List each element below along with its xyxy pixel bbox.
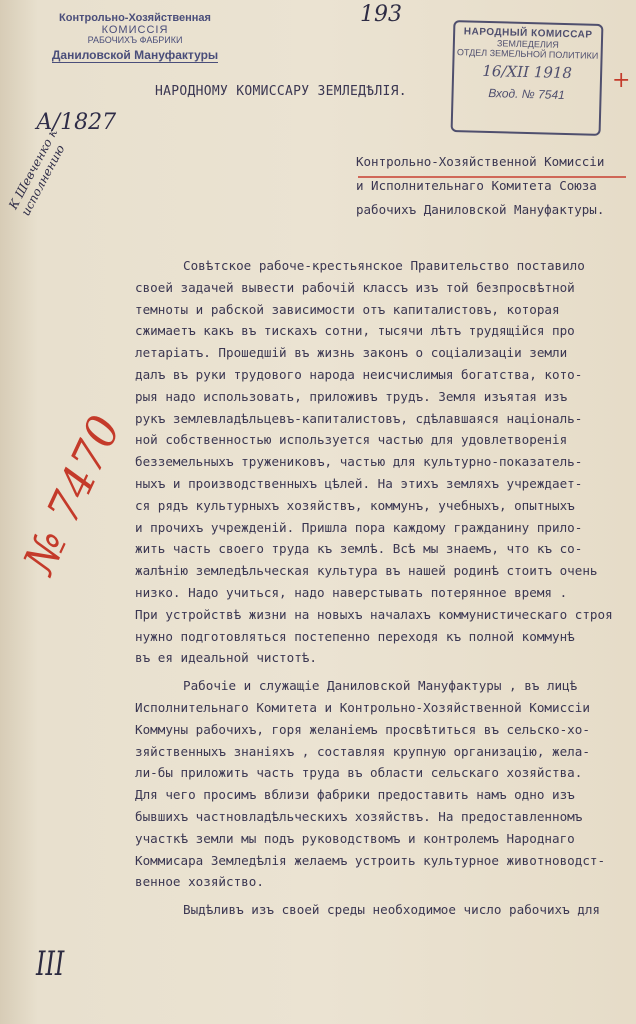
red-underline — [358, 176, 626, 178]
body-line: ной собственностью используется частью для удовлетворенія — [135, 432, 568, 448]
body-line: рыя надо использовать, приложивъ трудъ. Земля изъятая изъ — [135, 388, 568, 404]
sender-line-3: рабочихъ Даниловской Мануфактуры. — [356, 202, 605, 217]
body-line: Для чего просимъ вблизи фабрики предоставить намъ одно изъ — [135, 787, 575, 803]
body-line: своей задачей вывести рабочій классъ изъ той безпросвѣтной — [135, 279, 575, 295]
red-handwritten-number: № 7470 — [14, 408, 132, 582]
body-line: рукъ землевладѣльцевъ-капиталистовъ, сдѣлавшаяся національ- — [135, 410, 583, 426]
registration-number: А/1827 — [36, 110, 117, 135]
stamp-line-2: КОМИССІЯ — [101, 24, 169, 37]
body-line: бывшихъ частновладѣльческихъ хозяйствъ. На предоставленномъ — [135, 808, 583, 824]
body-line: Рабочіе и служащіе Даниловской Мануфактуры , въ лицѣ — [183, 678, 578, 694]
sender-block — [356, 150, 628, 222]
body-line: Коммуны рабочихъ, горя желаніемъ просвѣтиться въ сельско-хо- — [135, 721, 590, 737]
body-line: Исполнительнаго Комитета и Контрольно-Хозяйственной Комиссіи — [135, 699, 590, 715]
received-stamp-line-3: ОТДЕЛ ЗЕМЕЛЬНОЙ ПОЛИТИКИ — [456, 47, 599, 61]
body-line: безземельныхъ тружениковъ, частью для культурно-показатель- — [135, 454, 583, 470]
body-line: участкѣ земли мы подъ руководствомъ и контролемъ Народнаго — [135, 830, 575, 846]
body-line: жить часть своего труда къ землѣ. Всѣ мы знаемъ, что къ со- — [135, 541, 583, 557]
margin-note: К Шевченко к исполнению — [6, 126, 68, 219]
stamp-line-1: Контрольно-Хозяйственная — [59, 12, 211, 24]
body-line: ли-бы приложить часть труда въ области сельскаго хозяйства. — [135, 765, 583, 781]
body-line: ся рядъ культурныхъ хозяйствъ, коммунъ, учебныхъ, опытныхъ — [135, 497, 575, 513]
body-line: жалѣнію земледѣльческая культура въ нашей родинѣ стоитъ очень — [135, 563, 598, 579]
body-line: и прочихъ учрежденій. Пришла пора каждому гражданину прило- — [135, 519, 583, 535]
received-stamp-incoming-number: Вход. № 7541 — [488, 85, 565, 102]
sender-line-1: Контрольно-Хозяйственной Комиссіи — [356, 154, 605, 169]
stamp-line-4: Даниловской Мануфактуры — [51, 48, 219, 63]
body-line: темноты и рабской зависимости отъ капиталистовъ, которая — [135, 301, 560, 317]
body-line: ныхъ и производственныхъ цѣлей. На этихъ земляхъ учреждает- — [135, 475, 583, 491]
body-line: сжимаетъ какъ въ тискахъ сотни, тысячи лѣтъ трудящійся про — [135, 323, 575, 339]
body-line: летаріатъ. Прошедшій въ жизнь законъ о соціализаціи земли — [135, 345, 568, 361]
received-stamp-line-1: НАРОДНЫЙ КОМИССАР — [463, 26, 593, 41]
addressee-line: НАРОДНОМУ КОМИССАРУ ЗЕМЛЕДѢЛІЯ. — [155, 84, 407, 99]
stamp-line-3: РАБОЧИХЪ ФАБРИКИ — [87, 35, 183, 46]
body-line: венное хозяйство. — [135, 874, 264, 890]
letter-body — [135, 255, 629, 921]
body-line: При устройствѣ жизни на новыхъ началахъ коммунистическаго строя — [135, 606, 613, 622]
roman-numeral-mark: III — [36, 944, 65, 984]
body-line: Коммисара Земледѣлія желаемъ устроить культурное животноводст- — [135, 852, 606, 868]
page-number: 193 — [360, 2, 402, 27]
organization-stamp — [50, 12, 220, 64]
received-stamp — [451, 20, 604, 136]
body-line: Совѣтское рабоче-крестьянское Правительство поставило — [183, 258, 585, 273]
body-line: нужно подготовляться постепенно переходя къ полной коммунѣ — [135, 628, 575, 644]
body-line: далъ въ руки трудового народа неисчислимыя богатства, кото- — [135, 366, 583, 382]
body-line: зяйственныхъ знаніяхъ , составляя крупную организацію, жела- — [135, 743, 590, 759]
body-line: низко. Надо учиться, надо наверстывать потерянное время . — [135, 584, 568, 600]
received-stamp-date: 16/XII 1918 — [482, 61, 573, 83]
body-line: въ ея идеальной чистотѣ. — [135, 650, 317, 666]
sender-line-2: и Исполнительнаго Комитета Союза — [356, 178, 597, 193]
red-cross-mark: + — [612, 68, 631, 93]
received-stamp-line-2: ЗЕМЛЕДЕЛИЯ — [496, 38, 559, 50]
body-line: Выдѣливъ изъ своей среды необходимое число рабочихъ для — [183, 902, 601, 918]
